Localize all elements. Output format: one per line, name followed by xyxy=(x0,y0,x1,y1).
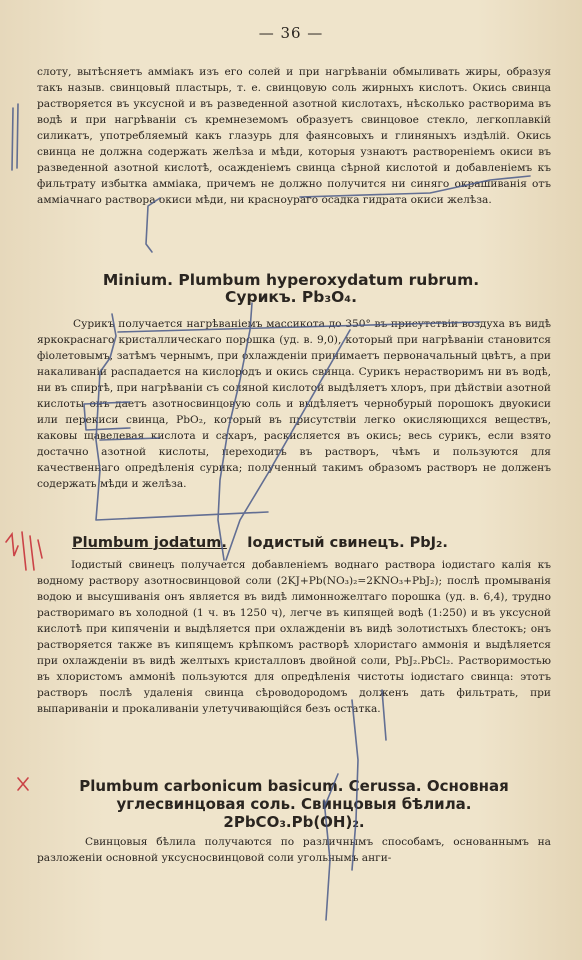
heading-minium-latin: Minium. Plumbum hyperoxydatum rubrum. xyxy=(102,271,480,289)
heading-carbonicum-line2: углесвинцовая соль. Свинцовыя бѣлила. xyxy=(116,795,472,813)
section-heading-carbonicum xyxy=(37,777,551,831)
paragraph-minium: Сурикъ получается нагрѣванiемъ массикота до 350° въ присутствiи воздуха въ видѣ яркокраснаго кристаллическаго порошка (уд. в. 9,0), который при нагрѣванiи становится фiолетовымъ, затѣмъ чернымъ, при охлажденiи принимаетъ первоначальный цвѣтъ, а при накаливанiи распадается на кислородъ и окись свинца. Сурикъ нерастворимъ ни въ водѣ, ни въ спиртѣ, при нагрѣванiи съ соляной кислотой выдѣляетъ хлоръ, при дѣйствiи азотной кислоты онъ даетъ азотносвинцовую соль и выдѣляетъ чернобурый порошокъ двуокиси или перекиси свинца, PbO₂, который въ присутствiи легко окисляющихся веществъ, каковы щавелевая кислота и сахаръ, раскисляется въ окись; весь сурикъ, если взято достачно азотной кислоты, переходитъ въ растворъ, чѣмъ и пользуются для качественнаго опредѣленiя сурика; полученный такимъ образомъ растворъ не долженъ содержать мѣди и желѣза. xyxy=(37,318,551,490)
heading-jodatum-latin: Plumbum jodatum. xyxy=(72,535,227,551)
paragraph-jodatum: Iодистый свинецъ получается добавленiемъ воднаго раствора iодистаго калiя къ водному раствору азотносвинцовой соли (2KJ+Pb(NO₃)₂=2KNO₃+PbJ₂); послѣ промыванiя водою и высушиванiя онъ является въ видѣ лимонножелтаго порошка (уд. в. 6,4), трудно растворимаго въ холодной (1 ч. въ 1250 ч), легче въ кипящей водѣ (1:250) и въ уксусной кислотѣ при кипяченiи и выдѣляется при охлажденiи въ видѣ золотистыхъ блестокъ; онъ растворяется также въ кипящемъ крѣпкомъ растворѣ хлористаго аммонiя и выдѣляется при охлажденiи въ видѣ желтыхъ кристалловъ двойной соли, PbJ₂.PbCl₂. Растворимостью въ хлористомъ аммонiѣ пользуются для опредѣленiя чистоты iодистаго свинца: этотъ растворъ послѣ удаленiя свинца сѣроводородомъ долженъ дать фильтрать, при выпариванiи и прокаливанiи улетучивающiйся безъ остатка. xyxy=(37,559,551,715)
section-heading-minium xyxy=(0,272,582,306)
heading-jodatum-russian: Iодистый свинецъ. PbJ₂. xyxy=(247,535,448,551)
heading-minium-russian: Сурикъ. Pb₃O₄. xyxy=(225,288,357,306)
red-cross-mark xyxy=(18,778,28,790)
margin-bracket-mark xyxy=(12,104,18,170)
page-number: — 36 — xyxy=(258,24,324,42)
paragraph-carbonicum: Свинцовыя бѣлила получаются по различнымъ способамъ, основаннымъ на разложенiи основной уксусносвинцовой соли угольнымъ анги- xyxy=(37,836,551,864)
heading-carbonicum-formula: 2PbCO₃.Pb(OH)₂. xyxy=(223,813,365,831)
section-heading-jodatum xyxy=(72,534,562,552)
paragraph-lead-oxide: слоту, вытѣсняетъ аммiакъ изъ его солей и при нагрѣванiи обмыливать жиры, образуя такъ назыв. свинцовый пластырь, т. е. свинцовую соль жирныхъ кислотъ. Окись свинца растворяется въ уксусной и въ разведенной азотной кислотахъ, нѣсколько растворима въ водѣ и при нагрѣванiи съ кремнеземомъ образуетъ свинцовое стекло, легкоплавкiй силикатъ, употребляемый какъ глазурь для фаянсовыхъ и глиняныхъ издѣлiй. Окись свинца не должна содержать желѣза и мѣди, которыя узнаютъ растворенiемъ окиси въ разведенной азотной кислотѣ, осажденiемъ свинца сѣрной кислотой и добавленiемъ къ фильтрату избытка аммiака, причемъ не должно получится ни синяго окрашиванiя отъ аммiачнаго раствора окиси мѣди, ни красноураго осадка гидрата окиси желѣза. xyxy=(37,66,551,206)
heading-carbonicum-line1: Plumbum carbonicum basicum. Cerussa. Основная xyxy=(79,777,509,795)
